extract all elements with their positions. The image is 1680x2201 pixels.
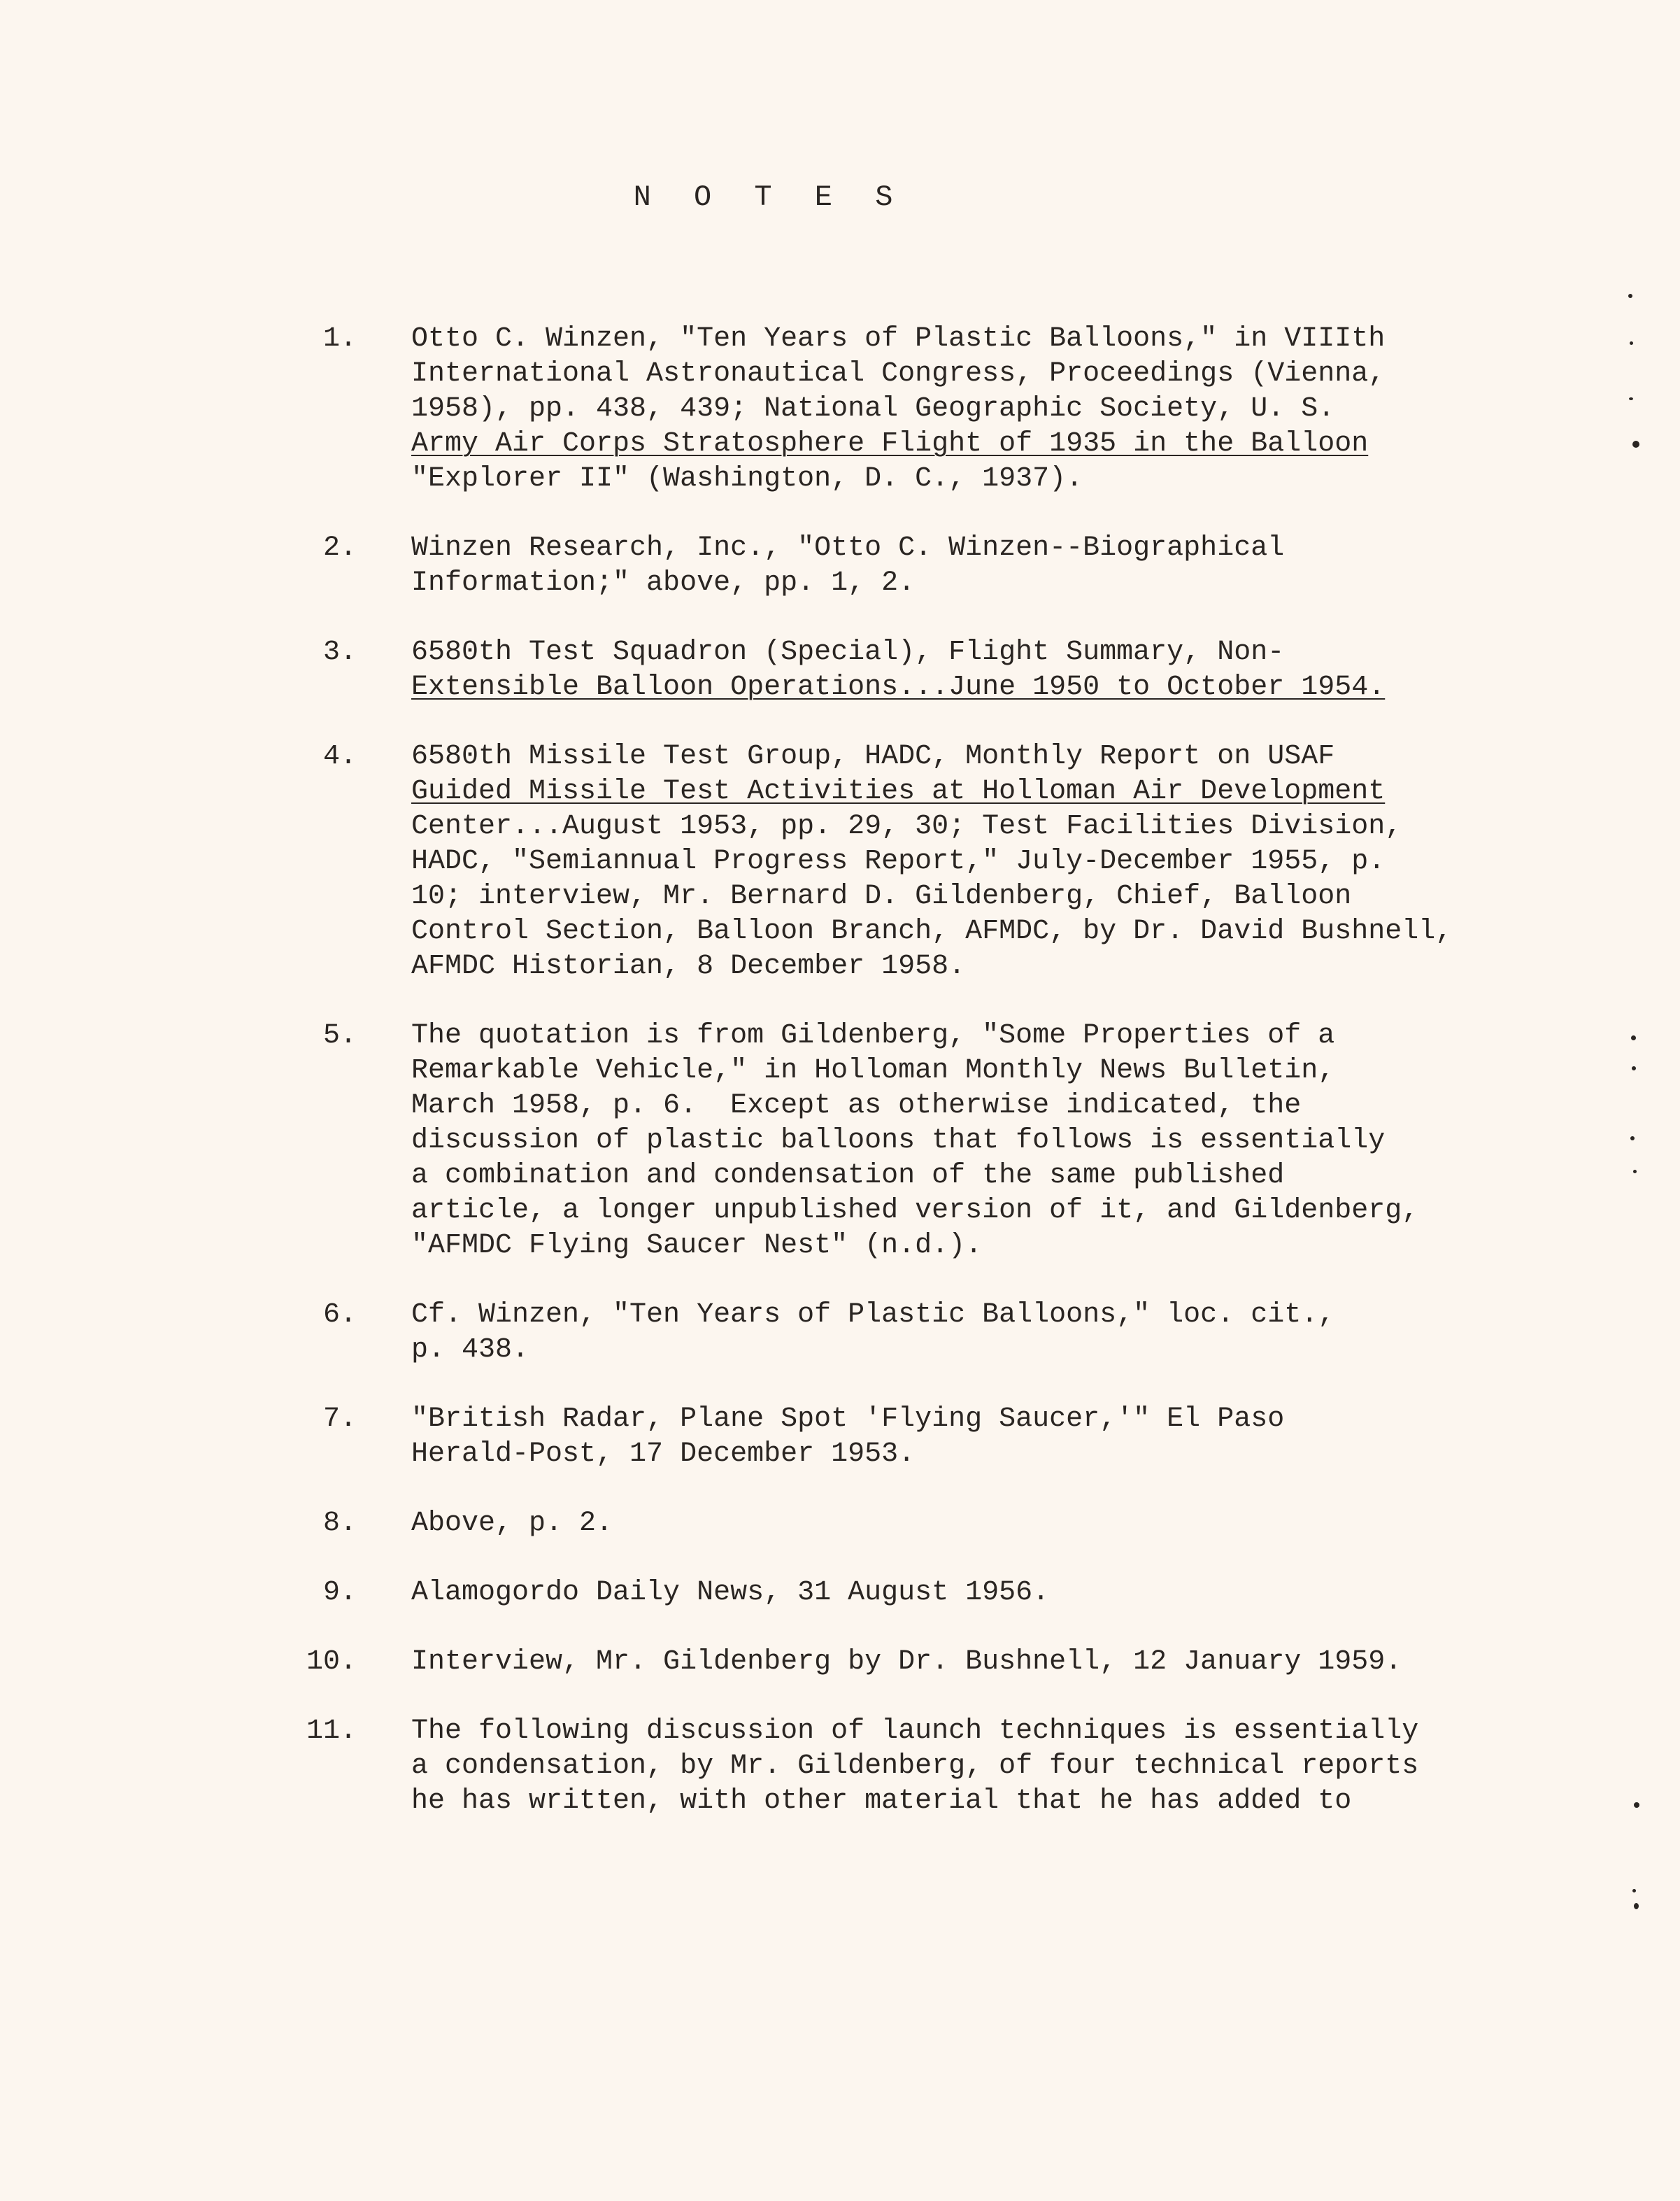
note-line: International Astronautical Congress, Proceedings (Vienna, — [411, 358, 1386, 390]
note-text — [411, 322, 1488, 497]
margin-speck — [1632, 1889, 1636, 1892]
note-item — [238, 1019, 1469, 1264]
note-text — [411, 1298, 1488, 1368]
note-line: Cf. Winzen, "Ten Years of Plastic Balloons," loc. cit., — [411, 1299, 1335, 1331]
note-number: 8. — [322, 1508, 357, 1539]
note-line: Center...August 1953, pp. 29, 30; Test Facilities Division, — [411, 811, 1402, 842]
note-number: 7. — [322, 1403, 357, 1435]
note-line: a combination and condensation of the same published — [411, 1160, 1285, 1191]
page-title: N O T E S — [633, 181, 906, 214]
note-number: 6. — [322, 1299, 357, 1331]
note-text — [411, 1645, 1488, 1680]
note-line: Extensible Balloon Operations...June 1950 to October 1954. — [411, 672, 1386, 703]
note-item — [238, 635, 1469, 705]
note-line: Herald-Post, 17 December 1953. — [411, 1438, 916, 1470]
note-item — [238, 1714, 1469, 1819]
note-number: 4. — [322, 741, 357, 772]
note-line: 6580th Test Squadron (Special), Flight Summary, Non- — [411, 637, 1285, 668]
margin-speck — [1634, 1903, 1639, 1909]
note-line: "Explorer II" (Washington, D. C., 1937). — [411, 463, 1083, 495]
note-line: AFMDC Historian, 8 December 1958. — [411, 951, 966, 982]
note-text — [411, 739, 1488, 984]
note-item — [238, 1298, 1469, 1368]
note-line: he has written, with other material that he has added to — [411, 1785, 1352, 1817]
notes-list — [238, 322, 1469, 1853]
note-item — [238, 1506, 1469, 1541]
note-text — [411, 1576, 1488, 1611]
note-text — [411, 531, 1488, 601]
note-item — [238, 1576, 1469, 1611]
note-line: Winzen Research, Inc., "Otto C. Winzen--Biographical — [411, 532, 1285, 564]
note-line: Remarkable Vehicle," in Holloman Monthly News Bulletin, — [411, 1055, 1335, 1087]
note-line: Above, p. 2. — [411, 1508, 613, 1539]
note-number: 5. — [322, 1020, 357, 1052]
note-line: March 1958, p. 6. Except as otherwise indicated, the — [411, 1090, 1302, 1121]
margin-speck — [1628, 294, 1632, 298]
margin-speck — [1631, 1035, 1636, 1040]
note-line: p. 438. — [411, 1334, 529, 1366]
note-item — [238, 739, 1469, 984]
note-item — [238, 1645, 1469, 1680]
note-text — [411, 635, 1488, 705]
margin-speck — [1629, 397, 1633, 400]
margin-speck — [1632, 441, 1639, 448]
note-line: 6580th Missile Test Group, HADC, Monthly Report on USAF — [411, 741, 1335, 772]
margin-speck — [1630, 1136, 1635, 1140]
note-number: 9. — [322, 1577, 357, 1608]
note-line: The quotation is from Gildenberg, "Some Properties of a — [411, 1020, 1335, 1052]
note-number: 10. — [306, 1646, 357, 1678]
note-line: "British Radar, Plane Spot 'Flying Saucer,'" El Paso — [411, 1403, 1285, 1435]
note-text — [411, 1402, 1488, 1472]
margin-speck — [1634, 1802, 1639, 1808]
note-number: 1. — [322, 323, 357, 355]
note-number: 3. — [322, 637, 357, 668]
note-line: 1958), pp. 438, 439; National Geographic Society, U. S. — [411, 393, 1335, 425]
note-line: Interview, Mr. Gildenberg by Dr. Bushnell, 12 January 1959. — [411, 1646, 1402, 1678]
margin-speck — [1633, 1170, 1637, 1173]
note-item — [238, 1402, 1469, 1472]
margin-speck — [1632, 1066, 1636, 1070]
note-text — [411, 1714, 1488, 1819]
note-line: "AFMDC Flying Saucer Nest" (n.d.). — [411, 1230, 983, 1261]
note-line: article, a longer unpublished version of it, and Gildenberg, — [411, 1195, 1419, 1226]
note-line: discussion of plastic balloons that follows is essentially — [411, 1125, 1386, 1156]
note-line: Control Section, Balloon Branch, AFMDC, by Dr. David Bushnell, — [411, 916, 1453, 947]
note-line: Otto C. Winzen, "Ten Years of Plastic Balloons," in VIIIth — [411, 323, 1386, 355]
note-line: Alamogordo Daily News, 31 August 1956. — [411, 1577, 1050, 1608]
note-line: Army Air Corps Stratosphere Flight of 1935 in the Balloon — [411, 428, 1369, 460]
note-item — [238, 322, 1469, 497]
note-line: Guided Missile Test Activities at Holloman Air Development — [411, 776, 1386, 807]
note-item — [238, 531, 1469, 601]
note-text — [411, 1506, 1488, 1541]
margin-speck — [1630, 341, 1633, 345]
note-line: Information;" above, pp. 1, 2. — [411, 567, 916, 599]
note-text — [411, 1019, 1488, 1264]
note-line: 10; interview, Mr. Bernard D. Gildenberg, Chief, Balloon — [411, 881, 1352, 912]
note-line: The following discussion of launch techniques is essentially — [411, 1715, 1419, 1747]
note-number: 2. — [322, 532, 357, 564]
note-line: HADC, "Semiannual Progress Report," July-December 1955, p. — [411, 846, 1386, 877]
note-line: a condensation, by Mr. Gildenberg, of four technical reports — [411, 1750, 1419, 1782]
note-number: 11. — [306, 1715, 357, 1747]
